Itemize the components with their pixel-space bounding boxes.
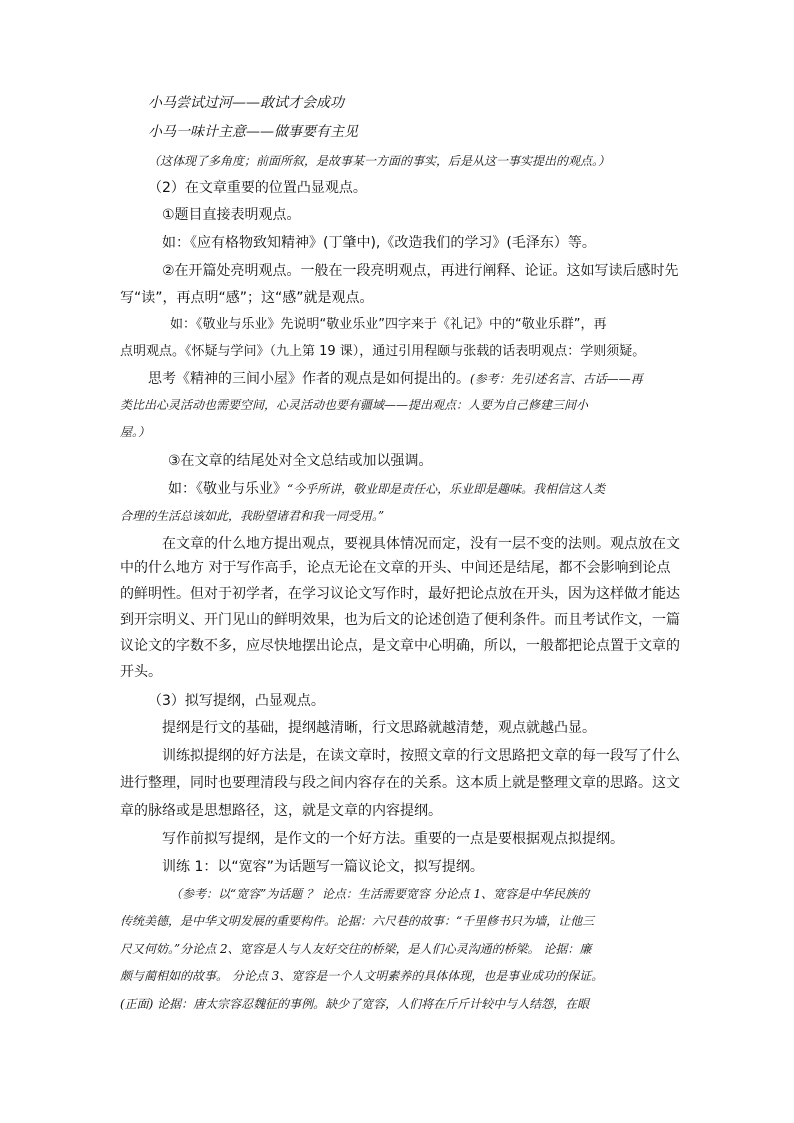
text-line: 进行整理，同时也要理清段与段之间内容存在的关系。这本质上就是整理文章的思路。这文 (120, 775, 680, 791)
section-heading: （3）拟写提纲，凸显观点。 (148, 693, 325, 709)
text-line: 的鲜明性。但对于初学者，在学习议论文写作时，最好把论点放在开头，因为这样做才能达 (120, 586, 680, 602)
text-line: 中的什么地方 对于写作高手，论点无论在文章的开头、中间还是结尾，都不会影响到论点 (120, 560, 671, 576)
text-line: 议论文的字数不多，应尽快地摆出论点，是文章中心明确，所以，一般都把论点置于文章的 (120, 638, 680, 654)
text-line: 开头。 (120, 664, 162, 680)
text-line: 如：《应有格物致知精神》(丁肇中),《改造我们的学习》(毛泽东）等。 (162, 235, 596, 251)
text-line: ②在开篇处亮明观点。一般在一段亮明观点，再进行阐释、论证。这如写读后感时先 (162, 263, 679, 279)
text-line: 小马尝试过河——敢试才会成功 (148, 95, 344, 111)
text-line: 小马一味计主意——做事要有主见 (148, 124, 358, 140)
note-line: (正面) 论据：唐太宗容忍魏征的事例。缺少了宽容，人们将在斤斤计较中与人结怨，在眼 (120, 997, 590, 1011)
quote-text: “今乎所讲，敬业即是责任心，乐业即是趣味。我相信这人类 (287, 482, 606, 496)
text-line: 写作前拟写提纲，是作文的一个好方法。重要的一点是要根据观点拟提纲。 (162, 831, 624, 847)
text-line: 到开宗明义、开门见山的鲜明效果，也为后文的论述创造了便利条件。而且考试作文，一篇 (120, 612, 680, 628)
section-heading: （2）在文章重要的位置凸显观点。 (148, 180, 367, 196)
text-line (168, 482, 605, 496)
note-line: 尺又何妨。”分论点 2、宽容是人与人友好交往的桥梁，是人们心灵沟通的桥梁。 论据：廉 (120, 942, 592, 956)
reference-note: (参考：先引述名言、古话——再 (470, 372, 643, 386)
text-line: ③在文章的结尾处对全文总结或加以强调。 (168, 453, 433, 469)
note-line: 类比出心灵活动也需要空间，心灵活动也要有疆域——提出观点：人要为自己修建三间小 (120, 398, 589, 412)
note-line: （这体现了多角度；前面所叙，是故事某一方面的事实，后是从这一事实提出的观点。） (148, 154, 611, 168)
quote-source: 如：《敬业与乐业》 (168, 481, 287, 497)
text-line (148, 372, 643, 386)
text-line: 在文章的什么地方提出观点，要视具体情况而定，没有一层不变的法则。观点放在文 (162, 536, 680, 552)
text-line: 写“读”，再点明“感”；这“感”就是观点。 (120, 290, 374, 306)
text-line: ①题目直接表明观点。 (162, 207, 301, 223)
text-line: 如：《敬业与乐业》先说明“敬业乐业”四字来于《礼记》中的“敬业乐群”，再 (170, 317, 607, 332)
text-line: 提纲是行文的基础，提纲越清晰，行文思路就越清楚，观点就越凸显。 (162, 720, 596, 736)
note-line: 传统美德，是中华文明发展的重要构件。论据：六尺巷的故事：“千里修书只为墙，让他三 (120, 914, 595, 928)
note-line: （参考：以“宽容”为话题 ？ 论点：生活需要宽容 分论点 1、宽容是中华民族的 (170, 887, 590, 901)
text-line: 训练 1：以“宽容”为话题写一篇议论文，拟写提纲。 (162, 859, 484, 875)
text-line: 点明观点。《怀疑与学问》（九上第 19 课），通过引用程颐与张载的话表明观点：学则须疑。 (120, 344, 646, 359)
question-text: 思考《精神的三间小屋》作者的观点是如何提出的。 (148, 371, 470, 387)
text-line: 章的脉络或是思想路径，这，就是文章的内容提纲。 (120, 803, 442, 819)
note-line: 屋。） (120, 425, 151, 439)
note-line: 合理的生活总该如此，我盼望诸君和我一同受用。” (120, 509, 385, 523)
note-line: 颇与蔺相如的故事。 分论点 3、宽容是一个人文明素养的具体体现，也是事业成功的保证。 (120, 969, 604, 983)
text-line: 训练拟提纲的好方法是，在读文章时，按照文章的行文思路把文章的每一段写了什么 (162, 748, 680, 764)
